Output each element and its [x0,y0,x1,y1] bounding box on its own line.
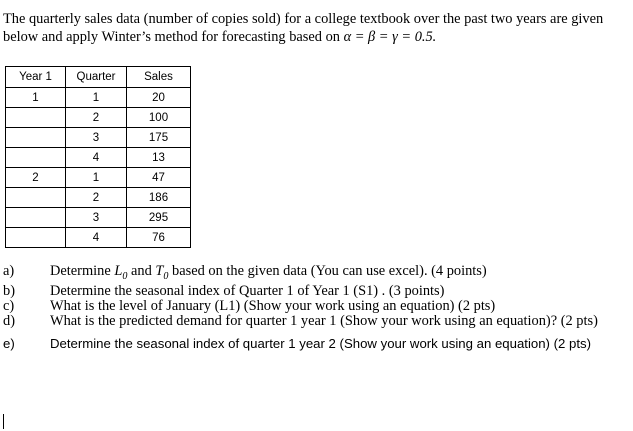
question-text: Determine the seasonal index of quarter 1 year 2 (Show your work using an equation) (2 pts) [50,335,591,351]
year-cell: 1 [6,88,66,108]
table-row [6,188,191,208]
quarter-cell: 2 [66,188,127,208]
quarter-cell: 3 [66,208,127,228]
table-header-row [6,67,191,88]
question-label: e) [3,335,15,351]
t0-symbol: $T_0$ [155,263,169,282]
question-e [3,334,631,353]
question-b [3,284,631,299]
table-row [6,208,191,228]
sales-cell: 13 [127,148,191,168]
sales-cell: 295 [127,208,191,228]
sales-cell: 76 [127,228,191,248]
quarter-cell: 1 [66,168,127,188]
text-cursor[interactable] [3,414,4,429]
intro-text: The quarterly sales data (number of copies sold) for a college textbook over the past two years are given below and apply Winter’s method for forecasting based on [3,11,604,45]
sales-cell: 175 [127,128,191,148]
smoothing-constants: α = β = γ = 0.5. [343,29,437,45]
year-cell [6,208,66,228]
table-row [6,168,191,188]
l0-symbol: $L_0$ [114,263,128,282]
question-text: What is the predicted demand for quarter 1 year 1 (Show your work using an equation)? (2 pts) [50,312,598,329]
sales-cell: 20 [127,88,191,108]
table-row [6,88,191,108]
question-d [3,314,631,329]
table-row [6,228,191,248]
quarter-cell: 4 [66,148,127,168]
quarter-cell: 2 [66,108,127,128]
question-text: Determine $L_0$ and $T_0$ based on the given data (You can use excel). (4 points) [50,263,487,282]
question-label: b) [3,282,15,299]
column-header-sales: Sales [127,67,191,88]
question-list [3,264,631,353]
question-label: c) [3,297,15,314]
sales-cell: 100 [127,108,191,128]
sales-cell: 186 [127,188,191,208]
quarter-cell: 3 [66,128,127,148]
quarter-cell: 1 [66,88,127,108]
year-cell [6,108,66,128]
sales-table [5,66,191,248]
question-a [3,264,631,284]
table-row [6,128,191,148]
question-text: What is the level of January (L1) (Show your work using an equation) (2 pts) [50,297,496,314]
problem-statement [3,10,628,46]
table-row [6,108,191,128]
column-header-year: Year 1 [6,67,66,88]
sales-cell: 47 [127,168,191,188]
question-text: Determine the seasonal index of Quarter 1 of Year 1 (S1) . (3 points) [50,282,445,299]
year-cell: 2 [6,168,66,188]
question-label: d) [3,312,15,329]
table-row [6,148,191,168]
year-cell [6,128,66,148]
question-label: a) [3,263,15,279]
question-c [3,299,631,314]
year-cell [6,188,66,208]
year-cell [6,148,66,168]
column-header-quarter: Quarter [66,67,127,88]
year-cell [6,228,66,248]
quarter-cell: 4 [66,228,127,248]
